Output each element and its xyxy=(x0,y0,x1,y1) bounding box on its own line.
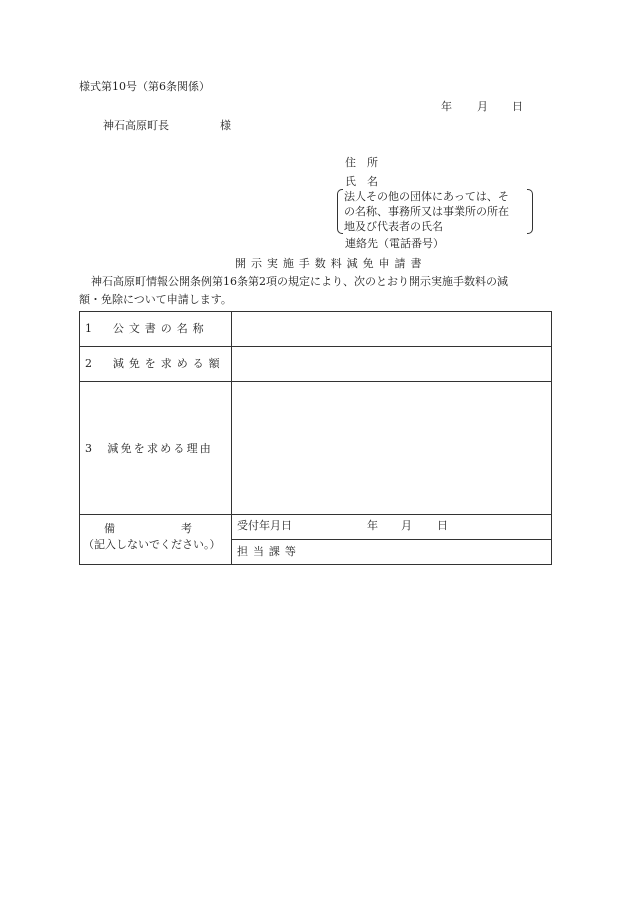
bracket-right xyxy=(527,189,533,234)
document-title: 開示実施手数料減免申請書 xyxy=(235,257,427,270)
corporate-note-line2: の名称、事務所又は事業所の所在 xyxy=(344,205,509,218)
reason-field[interactable] xyxy=(232,382,551,514)
row2-label: 2 減免を求める額 xyxy=(85,357,225,370)
remarks-note: （記入しないでください。） xyxy=(83,538,221,551)
body-line-1: 神石高原町情報公開条例第16条第2項の規定により、次のとおり開示実施手数料の減 xyxy=(91,275,508,288)
form-number: 様式第10号（第6条関係） xyxy=(79,80,210,93)
received-month: 月 xyxy=(401,519,412,532)
row-divider-4 xyxy=(232,539,551,540)
address-label: 住 所 xyxy=(345,156,378,169)
date-month: 月 xyxy=(477,100,488,113)
bracket-left xyxy=(337,189,343,234)
staff-label: 担当課等 xyxy=(237,545,301,558)
corporate-note-line1: 法人その他の団体にあっては、そ xyxy=(344,190,509,203)
row1-label: 1 公文書の名称 xyxy=(85,322,209,335)
received-year: 年 xyxy=(367,519,378,532)
remarks-label: 備 考 xyxy=(104,522,192,535)
name-label: 氏 名 xyxy=(345,175,378,188)
addressee: 神石高原町長 xyxy=(103,119,169,132)
contact-label: 連絡先（電話番号） xyxy=(345,237,444,250)
received-day: 日 xyxy=(437,519,448,532)
date-year: 年 xyxy=(441,100,452,113)
body-line-2: 額・免除について申請します。 xyxy=(79,293,232,306)
application-table xyxy=(79,311,552,565)
amount-field[interactable] xyxy=(232,347,551,381)
document-name-field[interactable] xyxy=(232,312,551,346)
row3-label: 3 減免を求める理由 xyxy=(85,442,213,455)
corporate-note-line3: 地及び代表者の氏名 xyxy=(344,220,443,233)
received-date-label: 受付年月日 xyxy=(237,519,292,532)
addressee-honorific: 様 xyxy=(220,119,231,132)
row-divider-3 xyxy=(80,514,551,515)
date-day: 日 xyxy=(512,100,523,113)
